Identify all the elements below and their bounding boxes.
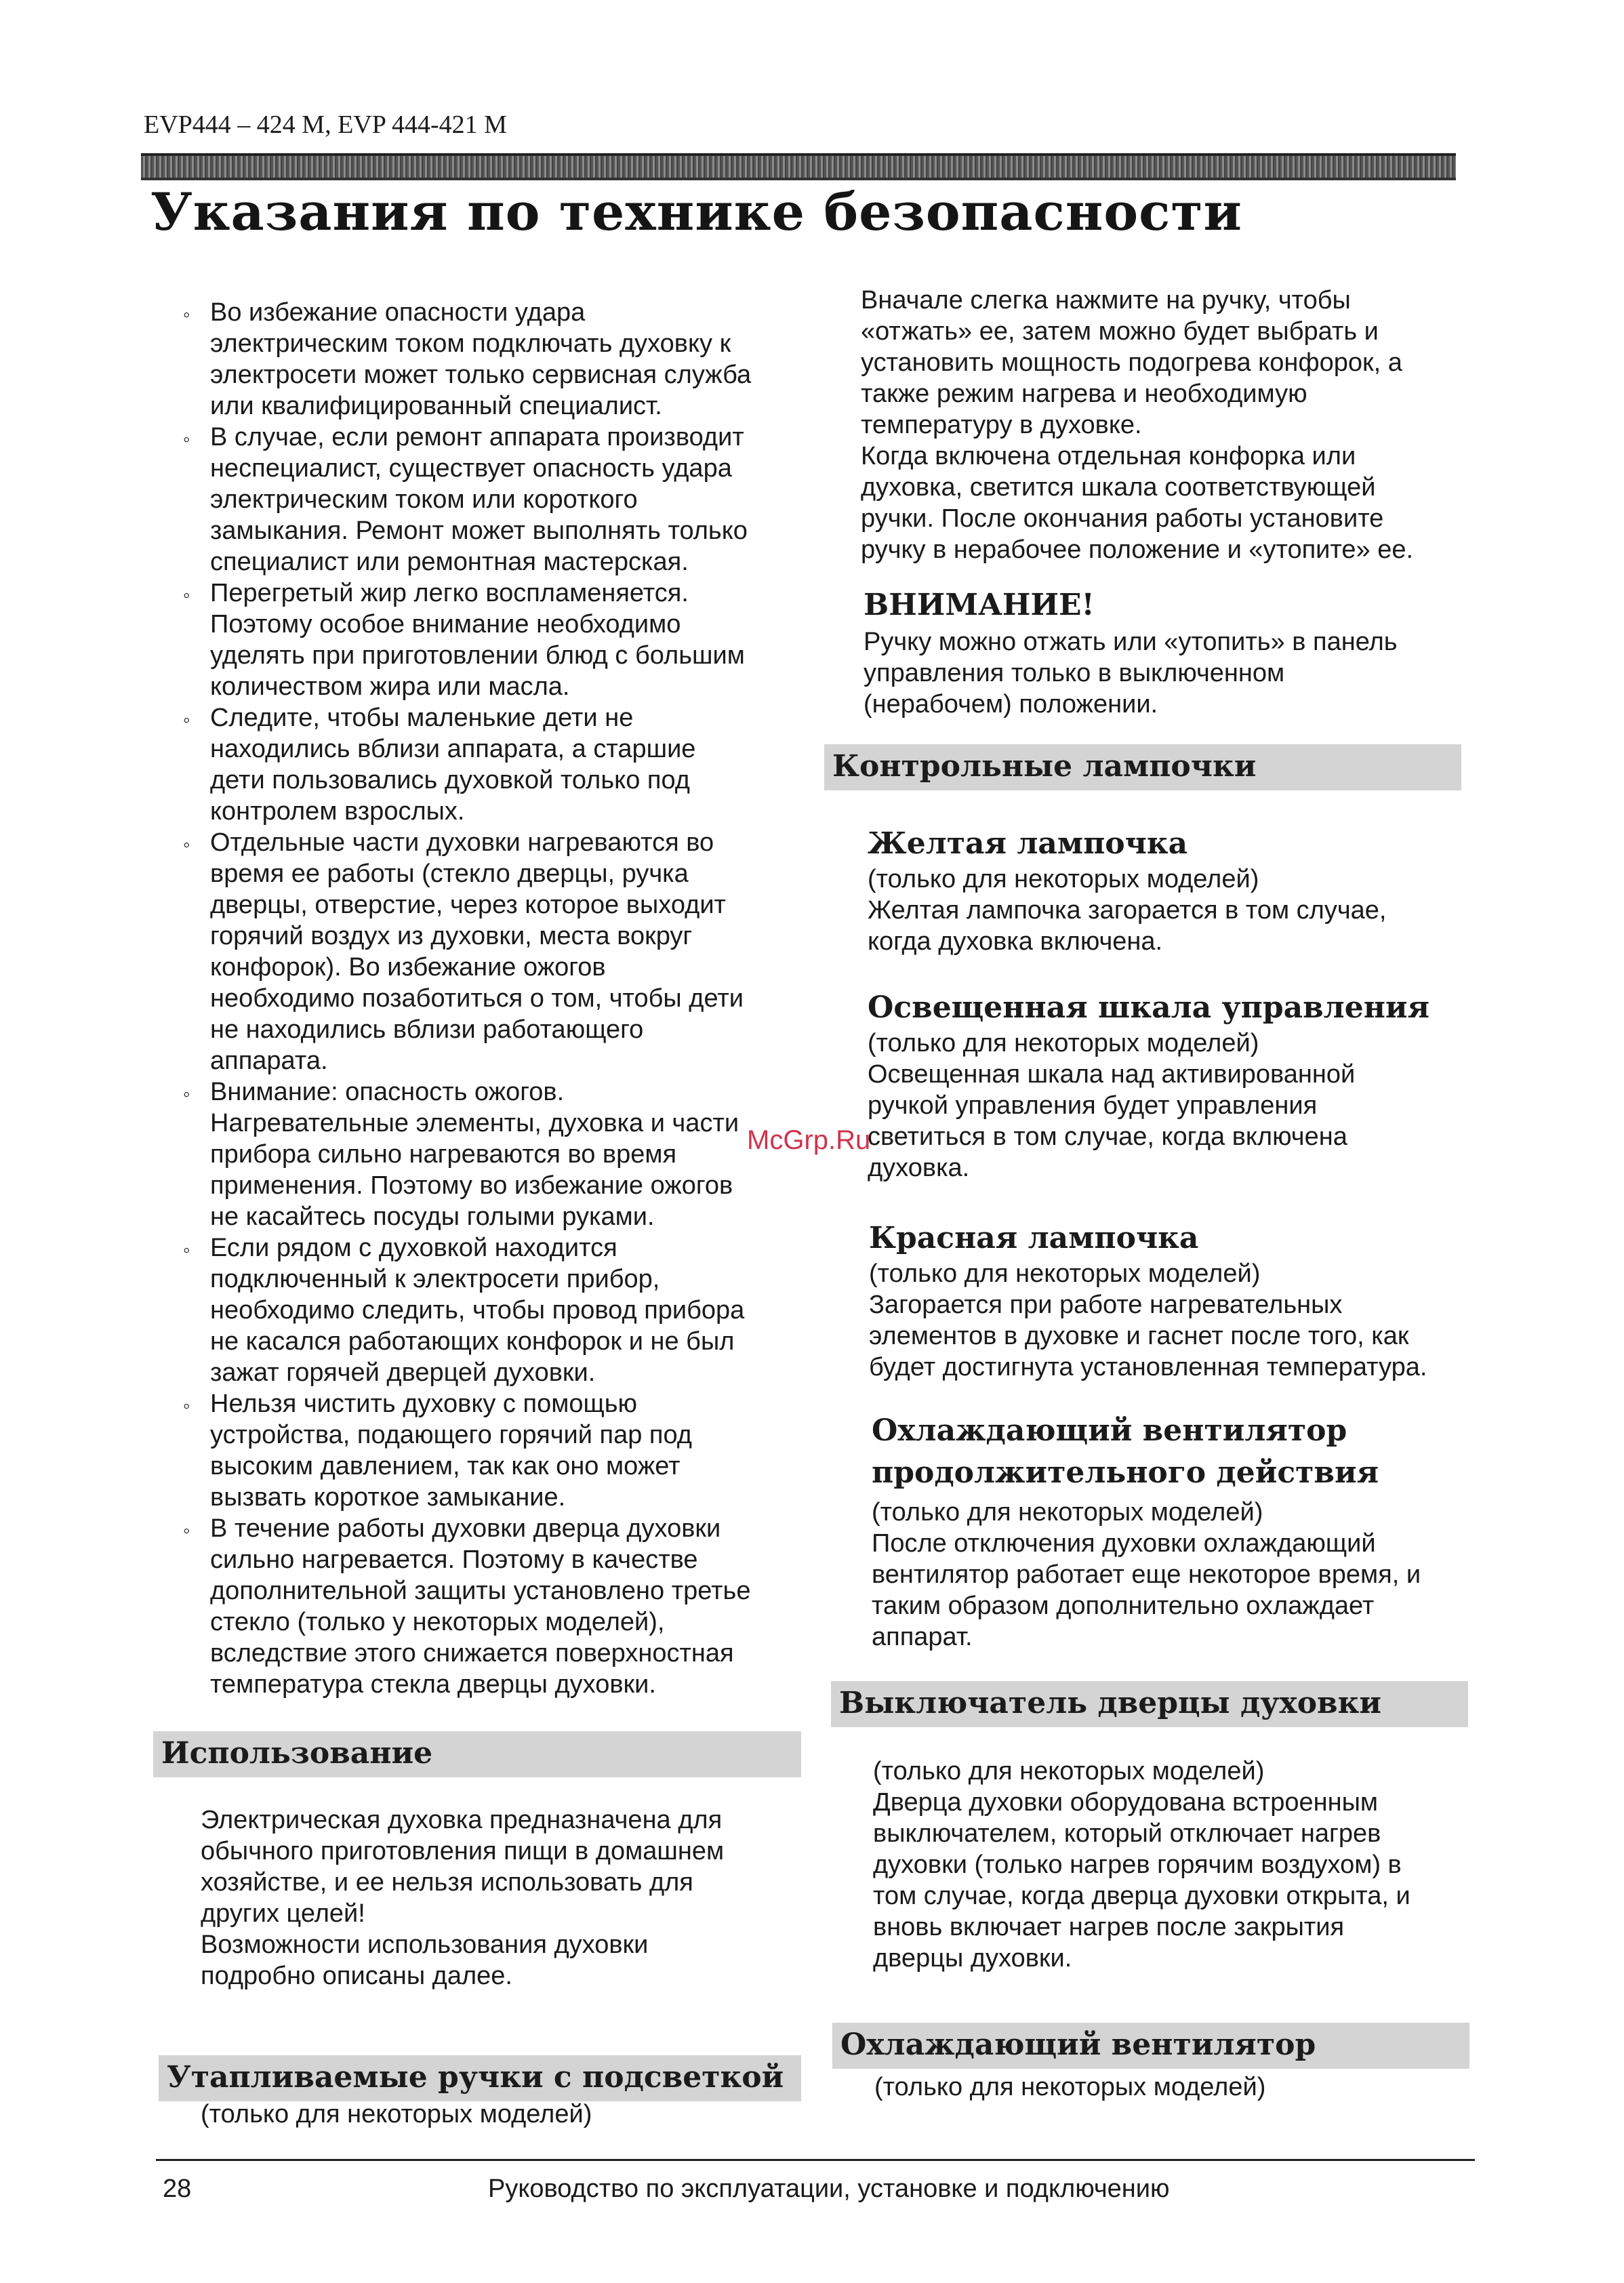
text-line: продолжительного действия	[872, 1455, 1379, 1490]
bullet-line: дополнительной защиты установлено третье	[210, 1577, 751, 1605]
bullet-line: дверцы, отверстие, через которое выходит	[210, 891, 726, 919]
text-line: Дверца духовки оборудована встроенным	[873, 1788, 1379, 1817]
bullet-line: Отдельные части духовки нагреваются во	[210, 828, 714, 857]
text-line: (только для некоторых моделей)	[873, 1757, 1265, 1785]
bullet-line: конфорок). Во избежание ожогов	[210, 953, 606, 982]
text-line: духовки (только нагрев горячим воздухом) в	[873, 1851, 1402, 1879]
bullet-line: не касался работающих конфорок и не был	[210, 1327, 735, 1356]
text-line: вентилятор работает еще некоторое время, и	[872, 1560, 1421, 1589]
bullet-line: применения. Поэтому во избежание ожогов	[210, 1171, 733, 1200]
bullet-line: электрическим током или короткого	[210, 485, 638, 514]
text-line: ручку в нерабочее положение и «утопите» ее.	[861, 536, 1414, 564]
knobs-note: (только для некоторых моделей)	[201, 2100, 592, 2128]
text-line: Когда включена отдельная конфорка или	[861, 442, 1356, 470]
bullet-line: не касайтесь посуды голыми руками.	[210, 1203, 655, 1231]
section-door-switch-heading: Выключатель дверцы духовки	[831, 1681, 1468, 1727]
section-usage-heading: Использование	[153, 1731, 801, 1777]
knobs-instructions	[861, 285, 1471, 565]
text-line: «отжать» ее, затем можно будет выбрать и	[861, 317, 1379, 346]
safety-bullet-item	[180, 827, 804, 1076]
bullet-line: не находились вблизи работающего	[210, 1015, 644, 1044]
text-line: вновь включает нагрев после закрытия	[873, 1913, 1345, 1941]
bullet-line: температура стекла дверцы духовки.	[210, 1670, 656, 1699]
bullet-icon: ◦	[183, 1395, 190, 1417]
bullet-line: прибора сильно нагреваются во время	[210, 1140, 677, 1169]
bullet-line: замыкания. Ремонт может выполнять только	[210, 517, 748, 545]
bullet-icon: ◦	[183, 834, 190, 856]
text-line: духовка.	[868, 1154, 970, 1182]
text-line: элементов в духовке и гаснет после того, как	[869, 1322, 1409, 1350]
text-line: (нерабочем) положении.	[864, 690, 1158, 719]
safety-bullet-item	[180, 297, 804, 422]
bullet-line: электросети может только сервисная служба	[210, 361, 752, 389]
bullet-icon: ◦	[183, 428, 190, 451]
bullet-line: горячий воздух из духовки, места вокруг	[210, 922, 693, 950]
bullet-line: Если рядом с духовкой находится	[210, 1234, 617, 1262]
safety-bullet-item	[180, 1513, 804, 1700]
text-line: дверцы духовки.	[873, 1944, 1072, 1973]
bullet-line: находились вблизи аппарата, а старшие	[210, 735, 696, 763]
section-knobs-heading: Утапливаемые ручки с подсветкой	[159, 2055, 801, 2101]
bullet-line: аппарата.	[210, 1047, 328, 1075]
text-line: Охлаждающий вентилятор	[872, 1413, 1347, 1448]
bullet-icon: ◦	[183, 304, 190, 326]
bullet-line: или квалифицированный специалист.	[210, 392, 662, 420]
bullet-icon: ◦	[183, 1239, 190, 1261]
bullet-line: высоким давлением, так как оно может	[210, 1452, 681, 1480]
text-line: таким образом дополнительно охлаждает	[872, 1592, 1375, 1620]
bullet-line: Нельзя чистить духовку с помощью	[210, 1390, 638, 1418]
safety-bullet-item	[180, 702, 804, 827]
bullet-line: устройства, подающего горячий пар под	[210, 1421, 692, 1449]
cooling-fan-note: (только для некоторых моделей)	[874, 2073, 1266, 2101]
bullet-line: Перегретый жир легко воспламеняется.	[210, 579, 689, 607]
bullet-line: специалист или ремонтная мастерская.	[210, 548, 689, 576]
door-switch-text	[873, 1756, 1483, 1974]
text-line: (только для некоторых моделей)	[869, 1259, 1261, 1288]
text-line: подробно описаны далее.	[201, 1962, 512, 1990]
bullet-line: Внимание: опасность ожогов.	[210, 1078, 565, 1106]
bullet-line: вследствие этого снижается поверхностная	[210, 1639, 734, 1668]
yellow-lamp-text	[868, 864, 1478, 957]
footer-rule	[156, 2159, 1475, 2161]
scale-text	[868, 1028, 1478, 1184]
bullet-line: контролем взрослых.	[210, 797, 465, 826]
bullet-line: В случае, если ремонт аппарата производит	[210, 423, 744, 451]
safety-bullet-item	[180, 422, 804, 578]
warning-heading: ВНИМАНИЕ!	[864, 588, 1095, 622]
safety-bullet-item	[180, 1232, 804, 1388]
bullet-icon: ◦	[183, 1083, 190, 1106]
continuous-fan-text	[872, 1497, 1482, 1653]
text-line: Ручку можно отжать или «утопить» в панель	[864, 628, 1398, 656]
text-line: также режим нагрева и необходимую	[861, 380, 1307, 408]
bullet-line: Нагревательные элементы, духовка и части	[210, 1109, 739, 1137]
text-line: том случае, когда дверца духовки открыта, и	[873, 1882, 1410, 1910]
text-line: выключателем, который отключает нагрев	[873, 1819, 1381, 1848]
watermark: McGrp.Ru	[747, 1125, 871, 1155]
usage-text	[201, 1804, 797, 1992]
bullet-line: количеством жира или масла.	[210, 672, 570, 701]
safety-bullet-item	[180, 1388, 804, 1513]
text-line: хозяйстве, и ее нельзя использовать для	[201, 1868, 693, 1897]
text-line: температуру в духовке.	[861, 411, 1142, 439]
bullet-icon: ◦	[183, 584, 190, 607]
text-line: других целей!	[201, 1899, 365, 1928]
text-line: Вначале слегка нажмите на ручку, чтобы	[861, 286, 1351, 315]
bullet-line: подключенный к электросети прибор,	[210, 1265, 660, 1293]
bullet-line: необходимо следить, чтобы провод прибора	[210, 1296, 745, 1325]
bullet-line: неспециалист, существует опасность удара	[210, 454, 732, 483]
text-line: аппарат.	[872, 1623, 973, 1651]
section-lamps-heading: Контрольные лампочки	[824, 744, 1461, 790]
text-line: (только для некоторых моделей)	[872, 1498, 1263, 1527]
bullet-line: Следите, чтобы маленькие дети не	[210, 704, 634, 732]
text-line: Возможности использования духовки	[201, 1931, 649, 1959]
text-line: (только для некоторых моделей)	[868, 865, 1259, 893]
yellow-lamp-title: Желтая лампочка	[868, 826, 1188, 861]
bullet-line: Поэтому особое внимание необходимо	[210, 610, 681, 639]
page-title: Указания по технике безопасности	[150, 182, 1242, 242]
text-line: Загорается при работе нагревательных	[869, 1291, 1343, 1319]
bullet-line: сильно нагревается. Поэтому в качестве	[210, 1545, 698, 1574]
safety-bullet-list	[180, 297, 804, 1700]
text-line: когда духовка включена.	[868, 927, 1163, 956]
bullet-line: необходимо позаботиться о том, чтобы дети	[210, 984, 744, 1013]
header-rule	[141, 153, 1456, 180]
bullet-line: уделять при приготовлении блюд с большим	[210, 641, 745, 670]
warning-text	[864, 626, 1474, 720]
text-line: обычного приготовления пищи в домашнем	[201, 1837, 725, 1865]
bullet-line: стекло (только у некоторых моделей),	[210, 1608, 665, 1636]
text-line: ручкой управления будет управления	[868, 1091, 1318, 1120]
bullet-line: дети пользовались духовкой только под	[210, 766, 690, 794]
text-line: управления только в выключенном	[864, 659, 1285, 687]
bullet-line: Во избежание опасности удара	[210, 298, 586, 327]
text-line: духовка, светится шкала соответствующей	[861, 473, 1376, 502]
bullet-line: зажат горячей дверцей духовки.	[210, 1358, 596, 1387]
text-line: Желтая лампочка загорается в том случае,	[868, 896, 1387, 925]
header-model: EVP444 – 424 M, EVP 444-421 M	[144, 110, 507, 139]
footer-text: Руководство по эксплуатации, установке и подключению	[488, 2175, 1170, 2203]
text-line: установить мощность подогрева конфорок, а	[861, 348, 1402, 377]
text-line: будет достигнута установленная температура.	[869, 1353, 1427, 1381]
bullet-line: электрическим током подключать духовку к	[210, 329, 731, 358]
text-line: После отключения духовки охлаждающий	[872, 1529, 1376, 1558]
bullet-icon: ◦	[183, 1520, 190, 1542]
safety-bullet-item	[180, 578, 804, 702]
bullet-icon: ◦	[183, 709, 190, 731]
text-line: (только для некоторых моделей)	[868, 1029, 1259, 1057]
bullet-line: вызвать короткое замыкание.	[210, 1483, 566, 1512]
scale-title: Освещенная шкала управления	[868, 990, 1430, 1025]
text-line: Электрическая духовка предназначена для	[201, 1806, 723, 1834]
text-line: ручки. После окончания работы установите	[861, 504, 1384, 533]
red-lamp-title: Красная лампочка	[869, 1221, 1199, 1255]
bullet-line: В течение работы духовки дверца духовки	[210, 1514, 721, 1543]
continuous-fan-title	[872, 1410, 1379, 1494]
red-lamp-text	[869, 1258, 1479, 1383]
bullet-line: время ее работы (стекло дверцы, ручка	[210, 860, 689, 888]
safety-bullet-item	[180, 1076, 804, 1232]
page-number: 28	[163, 2175, 192, 2203]
section-cooling-fan-heading: Охлаждающий вентилятор	[832, 2023, 1469, 2069]
text-line: светиться в том случае, когда включена	[868, 1123, 1347, 1151]
text-line: Освещенная шкала над активированной	[868, 1060, 1356, 1089]
